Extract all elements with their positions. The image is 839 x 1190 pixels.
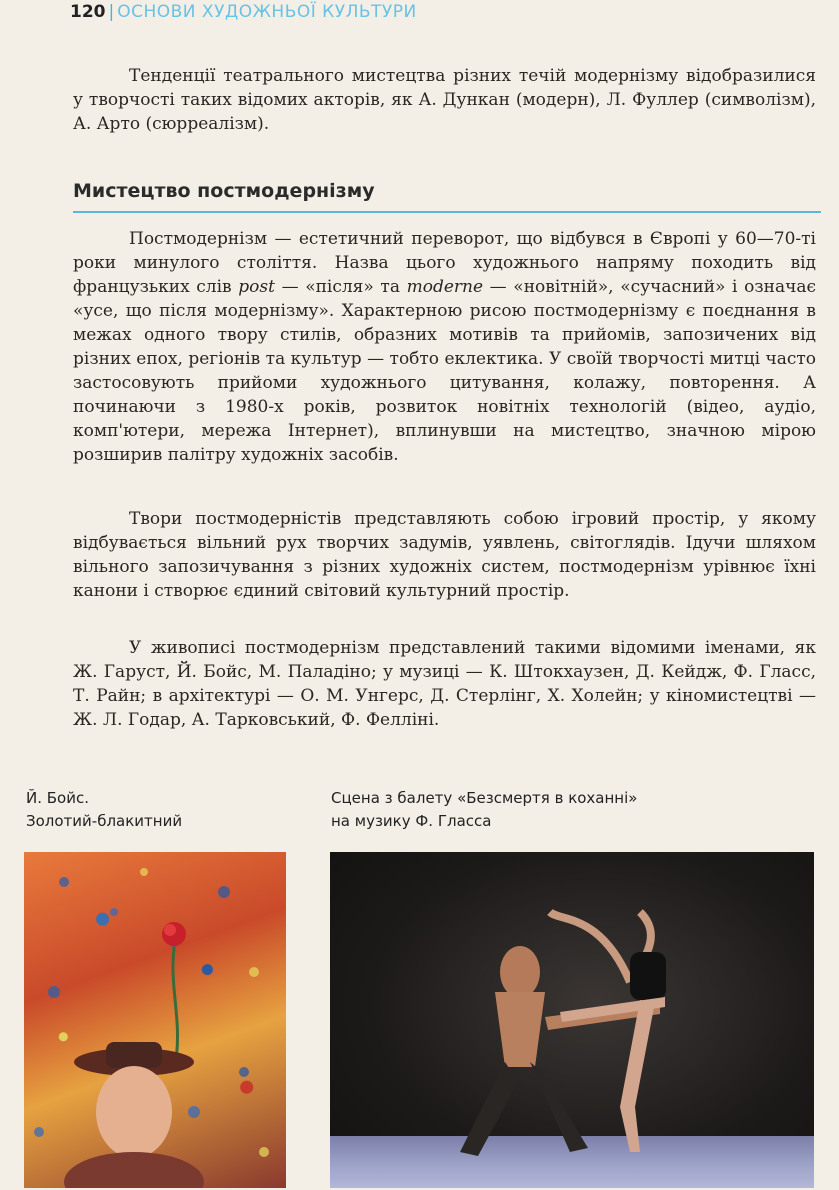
dancers-silhouette <box>330 852 814 1188</box>
ballet-photo <box>330 852 814 1188</box>
body-paragraph-2: Твори постмодерністів представляють собою ігровий простір, у якому відбувається вільний рух творчих задумів, уявлень, світоглядів. Ідучи шляхом вільного запозичування з різних художніх систем, постмодернізм урівнює їхні канони і створює єдиний світовий культурний простір. <box>73 509 816 601</box>
book-title: ОСНОВИ ХУДОЖНЬОЇ КУЛЬТУРИ <box>117 2 417 22</box>
section-divider <box>73 211 821 213</box>
ballet-caption-line-1: Сцена з балету «Безсмертя в коханні» <box>331 789 638 807</box>
ballet-caption-line-2: на музику Ф. Гласса <box>331 812 492 830</box>
page-header <box>70 2 417 22</box>
ballet-caption <box>331 787 637 833</box>
painting-caption-title: Золотий-блакитний <box>26 812 183 830</box>
intro-paragraph: Тенденції театрального мистецтва різних течій модернізму відобразилися у творчості таких відомих акторів, як А. Дункан (модерн), Л. Фуллер (символізм), А. Арто (сюрреалізм). <box>73 66 816 134</box>
painting-caption <box>26 787 182 833</box>
painting-image <box>24 852 286 1188</box>
header-divider: | <box>108 2 115 22</box>
page-number: 120 <box>70 2 106 22</box>
painting-caption-artist: Й. Бойс. <box>26 789 89 807</box>
section-heading: Мистецтво постмодернізму <box>73 180 375 202</box>
body-paragraph-1: Постмодернізм — естетичний переворот, що відбувся в Європі у 60—70-ті роки минулого століття. Назва цього художнього напряму походить від французьких слів post — «після» та moderne — «новітній», «сучасний» і означає «усе, що після модернізму». Характерною рисою постмодернізму є поєднання в межах одного твору стилів, образних мотивів та прийомів, запозичених від різних епох, регіонів та культур — тобто еклектика. У своїй творчості митці часто застосовують прийоми художнього цитування, колажу, повторення. А починаючи з 1980-х років, розвиток новітніх технологій (відео, аудіо, комп'ютери, мережа Інтернет), вплинувши на мистецтво, значною мірою розширив палітру художніх засобів. <box>73 229 816 465</box>
body-paragraph-3: У живописі постмодернізм представлений такими відомими іменами, як Ж. Гаруст, Й. Бойс, М. Паладіно; у музиці — К. Штокхаузен, Д. Кейдж, Ф. Гласс, Т. Райн; в архітектурі — О. М. Унгерс, Д. Стерлінг, Х. Холейн; у кіномистецтві — Ж. Л. Годар, А. Тарковський, Ф. Фелліні. <box>73 638 816 730</box>
painting-illustration <box>24 852 286 1188</box>
